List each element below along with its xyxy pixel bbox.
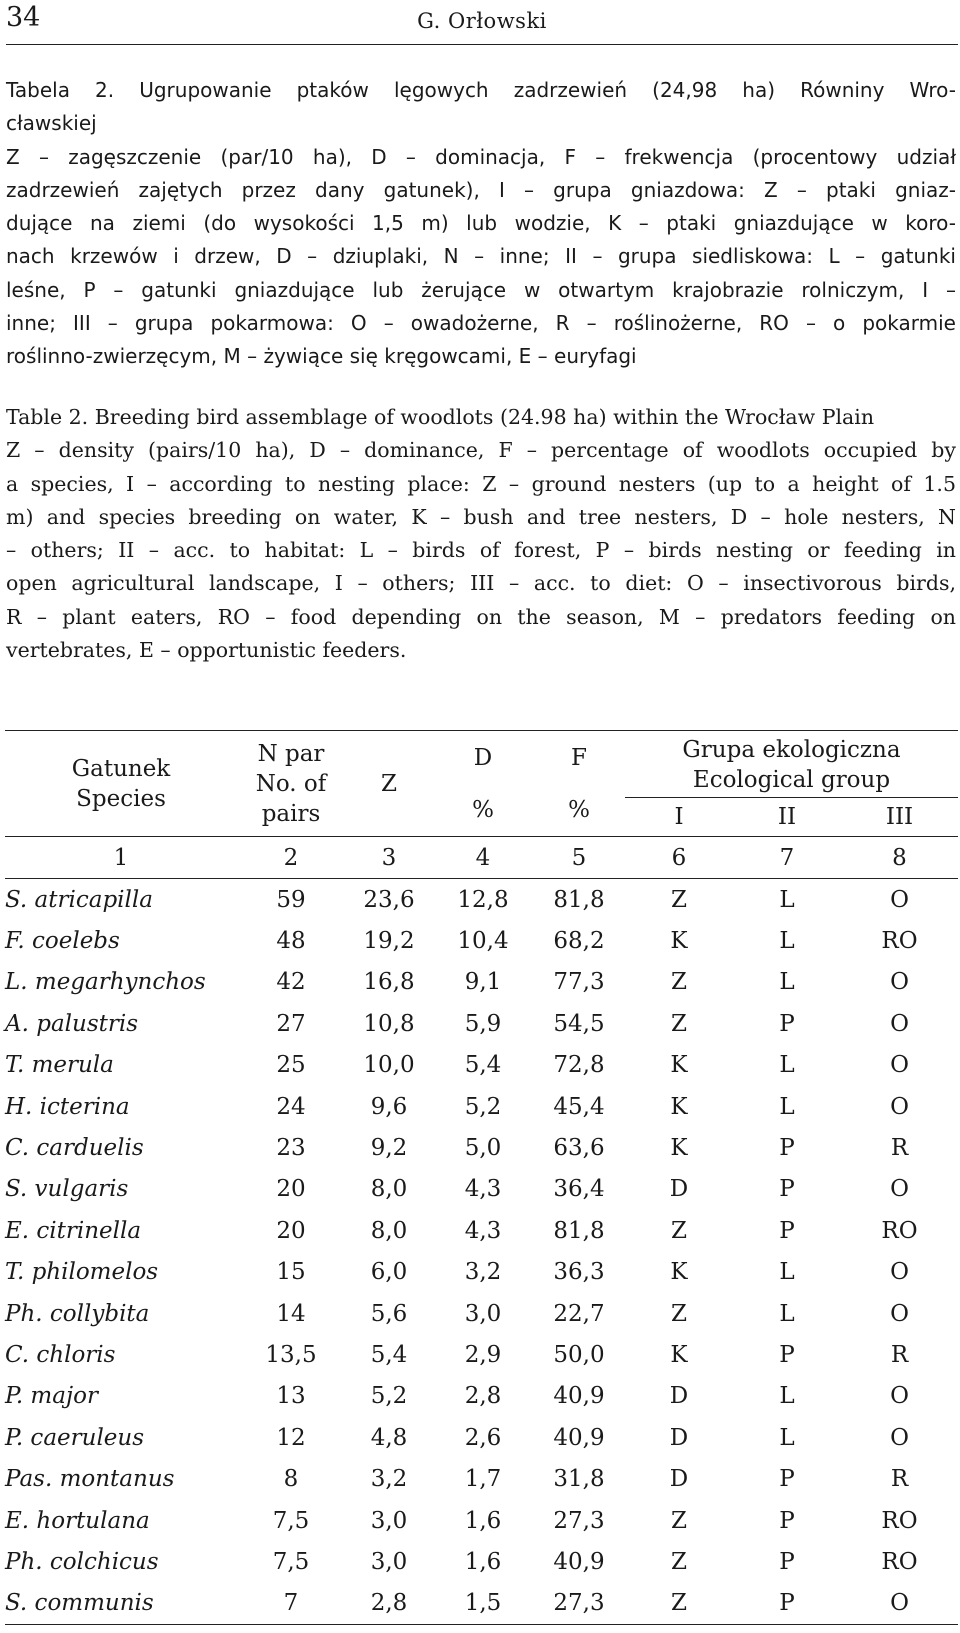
cell-group-i: K <box>670 928 688 955</box>
cell-species: E. hortulana <box>5 1507 150 1534</box>
cell-species: T. merula <box>5 1052 114 1079</box>
column-number: 5 <box>533 837 625 879</box>
cell-group-iii: O <box>890 1093 909 1120</box>
table-row <box>5 1169 958 1210</box>
cell-group-i: K <box>670 1341 688 1368</box>
caption-line: roślinno-zwierzęcym, M – żywiące się kręgowcami, E – euryfagi <box>6 344 637 369</box>
cell-n-pairs: 59 <box>276 886 306 913</box>
caption-line: R – plant eaters, RO – food depending on the season, M – predators feeding on <box>6 604 956 629</box>
cell-z: 16,8 <box>363 969 415 996</box>
cell-group-iii: O <box>890 1259 909 1286</box>
caption-english <box>6 401 956 667</box>
cell-group-i: Z <box>671 1507 687 1534</box>
cell-group-i: Z <box>671 1217 687 1244</box>
cell-species: Ph. colchicus <box>5 1548 159 1575</box>
running-head: G. Orłowski <box>417 9 547 33</box>
table-row <box>5 1045 958 1086</box>
caption-line: Tabela 2. Ugrupowanie ptaków lęgowych zadrzewień (24,98 ha) Równiny Wro- <box>6 78 956 102</box>
cell-group-iii: O <box>890 1176 909 1203</box>
caption-line: cławskiej <box>6 111 97 136</box>
cell-species: C. chloris <box>5 1341 116 1368</box>
cell-group-ii: P <box>733 1583 841 1625</box>
cell-z: 10,0 <box>363 1052 415 1079</box>
cell-z: 5,4 <box>370 1341 408 1368</box>
column-number: 7 <box>733 837 841 879</box>
cell-group-ii: L <box>779 1300 795 1327</box>
table-row <box>5 1252 958 1293</box>
cell-n-pairs: 27 <box>276 1010 306 1037</box>
cell-n-pairs: 13 <box>276 1383 306 1410</box>
cell-species: S. communis <box>5 1583 237 1625</box>
column-number: 3 <box>345 837 433 879</box>
cell-group-i: K <box>670 1093 688 1120</box>
cell-f: 27,3 <box>553 1507 605 1534</box>
cell-z: 8,0 <box>370 1176 408 1203</box>
header-d-unit: % <box>472 796 494 823</box>
cell-group-ii: L <box>779 1093 795 1120</box>
header-group-i: I <box>674 804 684 830</box>
caption-line: zadrzewień zajętych przez dany gatunek), I – grupa gniazdowa: Z – ptaki gniaz- <box>6 177 956 202</box>
cell-group-i: D <box>669 1424 689 1451</box>
cell-z: 5,2 <box>370 1383 408 1410</box>
cell-n-pairs: 13,5 <box>265 1341 317 1368</box>
cell-d: 5,2 <box>464 1093 502 1120</box>
header-npairs-en: No. of <box>255 770 327 797</box>
cell-group-ii: L <box>779 886 795 913</box>
cell-group-iii: O <box>890 1300 909 1327</box>
cell-n-pairs: 7,5 <box>272 1548 310 1575</box>
caption-line: dujące na ziemi (do wysokości 1,5 m) lub wodzie, K – ptaki gniazdujące w koro- <box>6 211 956 236</box>
cell-group-ii: P <box>779 1466 795 1493</box>
cell-n-pairs: 23 <box>276 1135 306 1162</box>
page-header <box>6 0 958 45</box>
column-number: 1 <box>5 837 237 879</box>
header-f-label: F <box>571 744 587 771</box>
cell-group-i: Z <box>671 1300 687 1327</box>
cell-group-iii: O <box>890 886 909 913</box>
cell-f: 40,9 <box>553 1383 605 1410</box>
cell-f: 50,0 <box>553 1341 605 1368</box>
cell-n-pairs: 24 <box>276 1093 306 1120</box>
cell-group-ii: P <box>779 1341 795 1368</box>
cell-species: E. citrinella <box>5 1217 142 1244</box>
cell-species: C. carduelis <box>5 1135 144 1162</box>
cell-n-pairs: 14 <box>276 1300 306 1327</box>
column-number: 8 <box>841 837 958 879</box>
header-ecological-group <box>625 731 958 798</box>
cell-n-pairs: 15 <box>276 1259 306 1286</box>
table-row <box>5 1293 958 1334</box>
caption-line: m) and species breeding on water, K – bush and tree nesters, D – hole nesters, N <box>6 504 956 529</box>
cell-d: 5,9 <box>464 1010 502 1037</box>
cell-n-pairs: 42 <box>276 969 306 996</box>
table-row <box>5 1334 958 1375</box>
cell-group-ii: P <box>779 1010 795 1037</box>
cell-d: 2,9 <box>464 1341 502 1368</box>
cell-z: 9,2 <box>370 1135 408 1162</box>
cell-z: 5,6 <box>370 1300 408 1327</box>
cell-group-ii: L <box>779 1424 795 1451</box>
cell-f: 81,8 <box>553 886 605 913</box>
cell-z: 10,8 <box>363 1010 415 1037</box>
header-species <box>5 731 237 837</box>
cell-group-iii: RO <box>881 1217 918 1244</box>
column-number: 4 <box>433 837 533 879</box>
column-number: 6 <box>625 837 733 879</box>
header-group-pl: Grupa ekologiczna <box>682 737 901 763</box>
cell-n-pairs: 7 <box>237 1583 345 1625</box>
caption-line: Z – zagęszczenie (par/10 ha), D – dominacja, F – frekwencja (procentowy udział <box>6 144 956 169</box>
cell-group-i: D <box>669 1466 689 1493</box>
cell-z: 3,0 <box>370 1507 408 1534</box>
table-row <box>5 1500 958 1541</box>
cell-z: 23,6 <box>363 886 415 913</box>
table-body <box>5 879 958 1625</box>
cell-f: 40,9 <box>553 1548 605 1575</box>
cell-n-pairs: 25 <box>276 1052 306 1079</box>
caption-line: vertebrates, E – opportunistic feeders. <box>6 638 407 663</box>
cell-group-ii: L <box>779 969 795 996</box>
cell-group-ii: P <box>779 1548 795 1575</box>
cell-group-iii: O <box>890 969 909 996</box>
header-group-en: Ecological group <box>692 767 891 793</box>
header-f <box>533 731 625 837</box>
header-species-en: Species <box>76 785 166 812</box>
cell-group-i: D <box>669 1383 689 1410</box>
table-row <box>5 879 958 921</box>
cell-d: 4,3 <box>464 1176 502 1203</box>
cell-z: 6,0 <box>370 1259 408 1286</box>
cell-f: 77,3 <box>553 969 605 996</box>
cell-f: 45,4 <box>553 1093 605 1120</box>
cell-species: S. atricapilla <box>5 886 153 913</box>
cell-group-iii: RO <box>881 1548 918 1575</box>
table-row <box>5 1086 958 1127</box>
cell-n-pairs: 20 <box>276 1217 306 1244</box>
caption-polish <box>6 74 956 374</box>
cell-f: 81,8 <box>553 1217 605 1244</box>
cell-n-pairs: 8 <box>283 1466 299 1493</box>
header-npairs-pl: N par <box>257 740 325 767</box>
table-row <box>5 1376 958 1417</box>
cell-group-i: Z <box>671 1010 687 1037</box>
cell-group-i: K <box>670 1135 688 1162</box>
cell-species: P. caeruleus <box>5 1424 145 1451</box>
cell-group-iii: O <box>841 1583 958 1625</box>
column-number: 2 <box>237 837 345 879</box>
header-z: Z <box>345 731 433 837</box>
cell-group-ii: P <box>779 1217 795 1244</box>
cell-d: 10,4 <box>457 928 509 955</box>
caption-line: inne; III – grupa pokarmowa: O – owadożerne, R – roślinożerne, RO – o pokarmie <box>6 311 956 336</box>
header-group-ii: II <box>777 804 797 830</box>
cell-species: P. major <box>5 1383 98 1410</box>
cell-d: 5,0 <box>464 1135 502 1162</box>
cell-f: 22,7 <box>553 1300 605 1327</box>
header-f-unit: % <box>568 796 590 823</box>
cell-d: 1,6 <box>464 1548 502 1575</box>
cell-d: 2,8 <box>464 1383 502 1410</box>
cell-group-iii: RO <box>881 1507 918 1534</box>
caption-line: nach krzewów i drzew, D – dziuplaki, N – inne; II – grupa siedliskowa: L – gatunki <box>6 244 956 269</box>
cell-d: 1,5 <box>433 1583 533 1625</box>
cell-group-i: D <box>669 1176 689 1203</box>
cell-group-iii: R <box>890 1135 909 1162</box>
cell-group-i: K <box>670 1052 688 1079</box>
cell-species: A. palustris <box>5 1010 139 1037</box>
cell-group-iii: RO <box>881 928 918 955</box>
cell-species: L. megarhynchos <box>5 969 206 996</box>
cell-species: H. icterina <box>5 1093 130 1120</box>
table-row <box>5 920 958 961</box>
cell-group-iii: R <box>890 1466 909 1493</box>
cell-n-pairs: 20 <box>276 1176 306 1203</box>
header-d-label: D <box>473 744 493 771</box>
cell-d: 1,6 <box>464 1507 502 1534</box>
cell-group-ii: P <box>779 1135 795 1162</box>
cell-group-ii: L <box>779 928 795 955</box>
cell-n-pairs: 12 <box>276 1424 306 1451</box>
cell-group-ii: L <box>779 1383 795 1410</box>
caption-line: Z – density (pairs/10 ha), D – dominance, F – percentage of woodlots occupied by <box>6 438 956 463</box>
cell-z: 3,0 <box>370 1548 408 1575</box>
cell-group-i: Z <box>671 969 687 996</box>
cell-group-iii: O <box>890 1052 909 1079</box>
cell-f: 63,6 <box>553 1135 605 1162</box>
cell-group-iii: O <box>890 1424 909 1451</box>
cell-f: 31,8 <box>553 1466 605 1493</box>
cell-z: 2,8 <box>345 1583 433 1625</box>
cell-f: 68,2 <box>553 928 605 955</box>
cell-z: 9,6 <box>370 1093 408 1120</box>
column-number-row <box>5 837 958 879</box>
caption-line: open agricultural landscape, I – others; III – acc. to diet: O – insectivorous birds, <box>6 571 956 596</box>
cell-d: 3,0 <box>464 1300 502 1327</box>
cell-species: S. vulgaris <box>5 1176 129 1203</box>
cell-group-iii: R <box>890 1341 909 1368</box>
caption-line: leśne, P – gatunki gniazdujące lub żerujące w otwartym krajobrazie rolniczym, I – <box>6 277 956 302</box>
caption-line: – others; II – acc. to habitat: L – birds of forest, P – birds nesting or feeding in <box>6 538 956 563</box>
table-row <box>5 1541 958 1582</box>
cell-z: 3,2 <box>370 1466 408 1493</box>
cell-d: 4,3 <box>464 1217 502 1244</box>
cell-d: 3,2 <box>464 1259 502 1286</box>
cell-n-pairs: 7,5 <box>272 1507 310 1534</box>
cell-d: 9,1 <box>464 969 502 996</box>
cell-f: 72,8 <box>553 1052 605 1079</box>
cell-species: F. coelebs <box>5 928 120 955</box>
cell-group-iii: O <box>890 1010 909 1037</box>
cell-n-pairs: 48 <box>276 928 306 955</box>
header-npairs <box>237 731 345 837</box>
table-row <box>5 1003 958 1044</box>
bird-assemblage-table <box>5 730 958 1625</box>
table-row <box>5 1583 958 1625</box>
cell-f: 54,5 <box>553 1010 605 1037</box>
cell-group-ii: L <box>779 1052 795 1079</box>
header-d <box>433 731 533 837</box>
header-group-iii: III <box>885 804 914 830</box>
cell-species: Ph. collybita <box>5 1300 150 1327</box>
cell-z: 19,2 <box>363 928 415 955</box>
cell-f: 36,4 <box>553 1176 605 1203</box>
cell-z: 4,8 <box>370 1424 408 1451</box>
cell-group-i: Z <box>625 1583 733 1625</box>
table-row <box>5 1210 958 1251</box>
cell-group-ii: P <box>779 1507 795 1534</box>
cell-group-ii: P <box>779 1176 795 1203</box>
caption-line: Table 2. Breeding bird assemblage of woodlots (24.98 ha) within the Wrocław Plain <box>6 405 875 429</box>
cell-group-i: K <box>670 1259 688 1286</box>
caption-line: a species, I – according to nesting place: Z – ground nesters (up to a height of 1.5 <box>6 471 956 496</box>
table-row <box>5 1458 958 1499</box>
cell-z: 8,0 <box>370 1217 408 1244</box>
cell-f: 27,3 <box>533 1583 625 1625</box>
cell-d: 1,7 <box>464 1466 502 1493</box>
cell-group-iii: O <box>890 1383 909 1410</box>
cell-d: 12,8 <box>457 886 509 913</box>
cell-group-i: Z <box>671 886 687 913</box>
cell-d: 5,4 <box>464 1052 502 1079</box>
header-npairs-en2: pairs <box>261 800 321 827</box>
page-number: 34 <box>6 2 41 33</box>
table-row <box>5 1127 958 1168</box>
cell-species: T. philomelos <box>5 1259 159 1286</box>
cell-d: 2,6 <box>464 1424 502 1451</box>
cell-group-ii: L <box>779 1259 795 1286</box>
header-species-pl: Gatunek <box>71 755 171 782</box>
cell-f: 36,3 <box>553 1259 605 1286</box>
table-row <box>5 962 958 1003</box>
table-row <box>5 1417 958 1458</box>
cell-f: 40,9 <box>553 1424 605 1451</box>
cell-group-i: Z <box>671 1548 687 1575</box>
cell-species: Pas. montanus <box>5 1466 175 1493</box>
